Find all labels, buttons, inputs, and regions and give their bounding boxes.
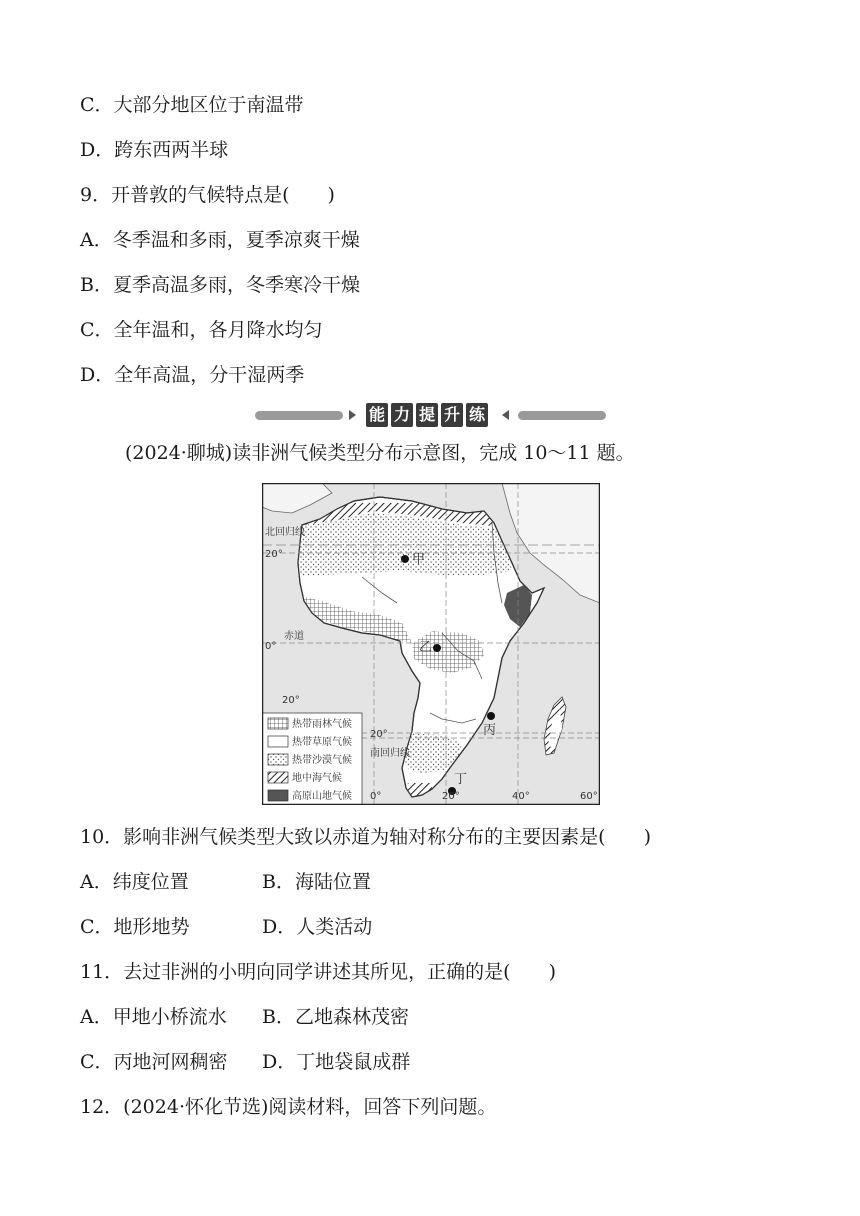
longitude-20e-label: 20° bbox=[442, 791, 460, 802]
tropic-north-label: 北回归线 bbox=[265, 527, 305, 538]
point-jia-label: 甲 bbox=[412, 552, 426, 567]
map-intro: (2024·聊城)读非洲气候类型分布示意图，完成 10～11 题。 bbox=[125, 442, 635, 464]
longitude-60e-label: 60° bbox=[580, 791, 598, 802]
question-10-option-d: D．人类活动 bbox=[262, 916, 373, 938]
question-11-option-a: A．甲地小桥流水 bbox=[80, 1006, 227, 1028]
banner-right-bar bbox=[518, 411, 606, 420]
banner-left-bar bbox=[255, 411, 343, 420]
latitude-20s-label: 20° bbox=[370, 729, 388, 740]
legend-item-mediterranean: 地中海气候 bbox=[292, 773, 342, 784]
point-yi-marker bbox=[433, 644, 441, 652]
banner-char: 提 bbox=[416, 403, 438, 427]
banner-char: 力 bbox=[391, 403, 413, 427]
question-9-option-a: A．冬季温和多雨，夏季凉爽干燥 bbox=[80, 229, 360, 251]
question-11-stem: 11．去过非洲的小明向同学讲述其所见，正确的是( ) bbox=[80, 961, 557, 983]
question-10-stem: 10．影响非洲气候类型大致以赤道为轴对称分布的主要因素是( ) bbox=[80, 826, 652, 848]
point-yi-label: 乙 bbox=[419, 640, 433, 655]
question-9-stem: 9．开普敦的气候特点是( ) bbox=[80, 184, 335, 206]
longitude-40e-label: 40° bbox=[512, 791, 530, 802]
question-8-option-c: C．大部分地区位于南温带 bbox=[80, 94, 304, 116]
banner-char: 升 bbox=[441, 403, 463, 427]
banner-char: 练 bbox=[466, 403, 488, 427]
banner-left-arrow-icon bbox=[349, 410, 356, 420]
tropic-south-label: 南回归线 bbox=[370, 748, 410, 759]
question-12-stem: 12．(2024·怀化节选)阅读材料，回答下列问题。 bbox=[80, 1096, 497, 1118]
legend-item-rainforest: 热带雨林气候 bbox=[292, 719, 352, 730]
banner-char: 能 bbox=[366, 403, 388, 427]
legend-item-savanna: 热带草原气候 bbox=[292, 737, 352, 748]
latitude-20n-label: 20° bbox=[265, 549, 283, 560]
map-legend bbox=[262, 713, 362, 805]
question-11-option-c: C．丙地河网稠密 bbox=[80, 1051, 228, 1073]
question-9-option-d: D．全年高温，分干湿两季 bbox=[80, 364, 305, 386]
section-banner bbox=[250, 402, 610, 428]
question-10-option-a: A．纬度位置 bbox=[80, 871, 189, 893]
question-10-option-c: C．地形地势 bbox=[80, 916, 190, 938]
question-10-option-b: B．海陆位置 bbox=[262, 871, 371, 893]
point-bing-marker bbox=[487, 712, 495, 720]
question-9-option-c: C．全年温和，各月降水均匀 bbox=[80, 319, 323, 341]
legend-item-highland: 高原山地气候 bbox=[292, 791, 352, 802]
question-11-option-b: B．乙地森林茂密 bbox=[262, 1006, 409, 1028]
longitude-0-label: 0° bbox=[370, 791, 382, 802]
equator-label: 赤道 bbox=[284, 631, 304, 642]
banner-right-arrow-icon bbox=[502, 410, 509, 420]
question-11-option-d: D．丁地袋鼠成群 bbox=[262, 1051, 411, 1073]
question-9-option-b: B．夏季高温多雨，冬季寒冷干燥 bbox=[80, 274, 360, 296]
longitude-20w-label: 20° bbox=[282, 695, 300, 706]
question-8-option-d: D．跨东西两半球 bbox=[80, 139, 229, 161]
point-jia-marker bbox=[401, 555, 409, 563]
point-ding-label: 丁 bbox=[454, 772, 468, 787]
africa-climate-map bbox=[262, 483, 600, 805]
point-bing-label: 丙 bbox=[483, 723, 497, 738]
latitude-0-label: 0° bbox=[265, 641, 277, 652]
legend-item-desert: 热带沙漠气候 bbox=[292, 755, 352, 766]
